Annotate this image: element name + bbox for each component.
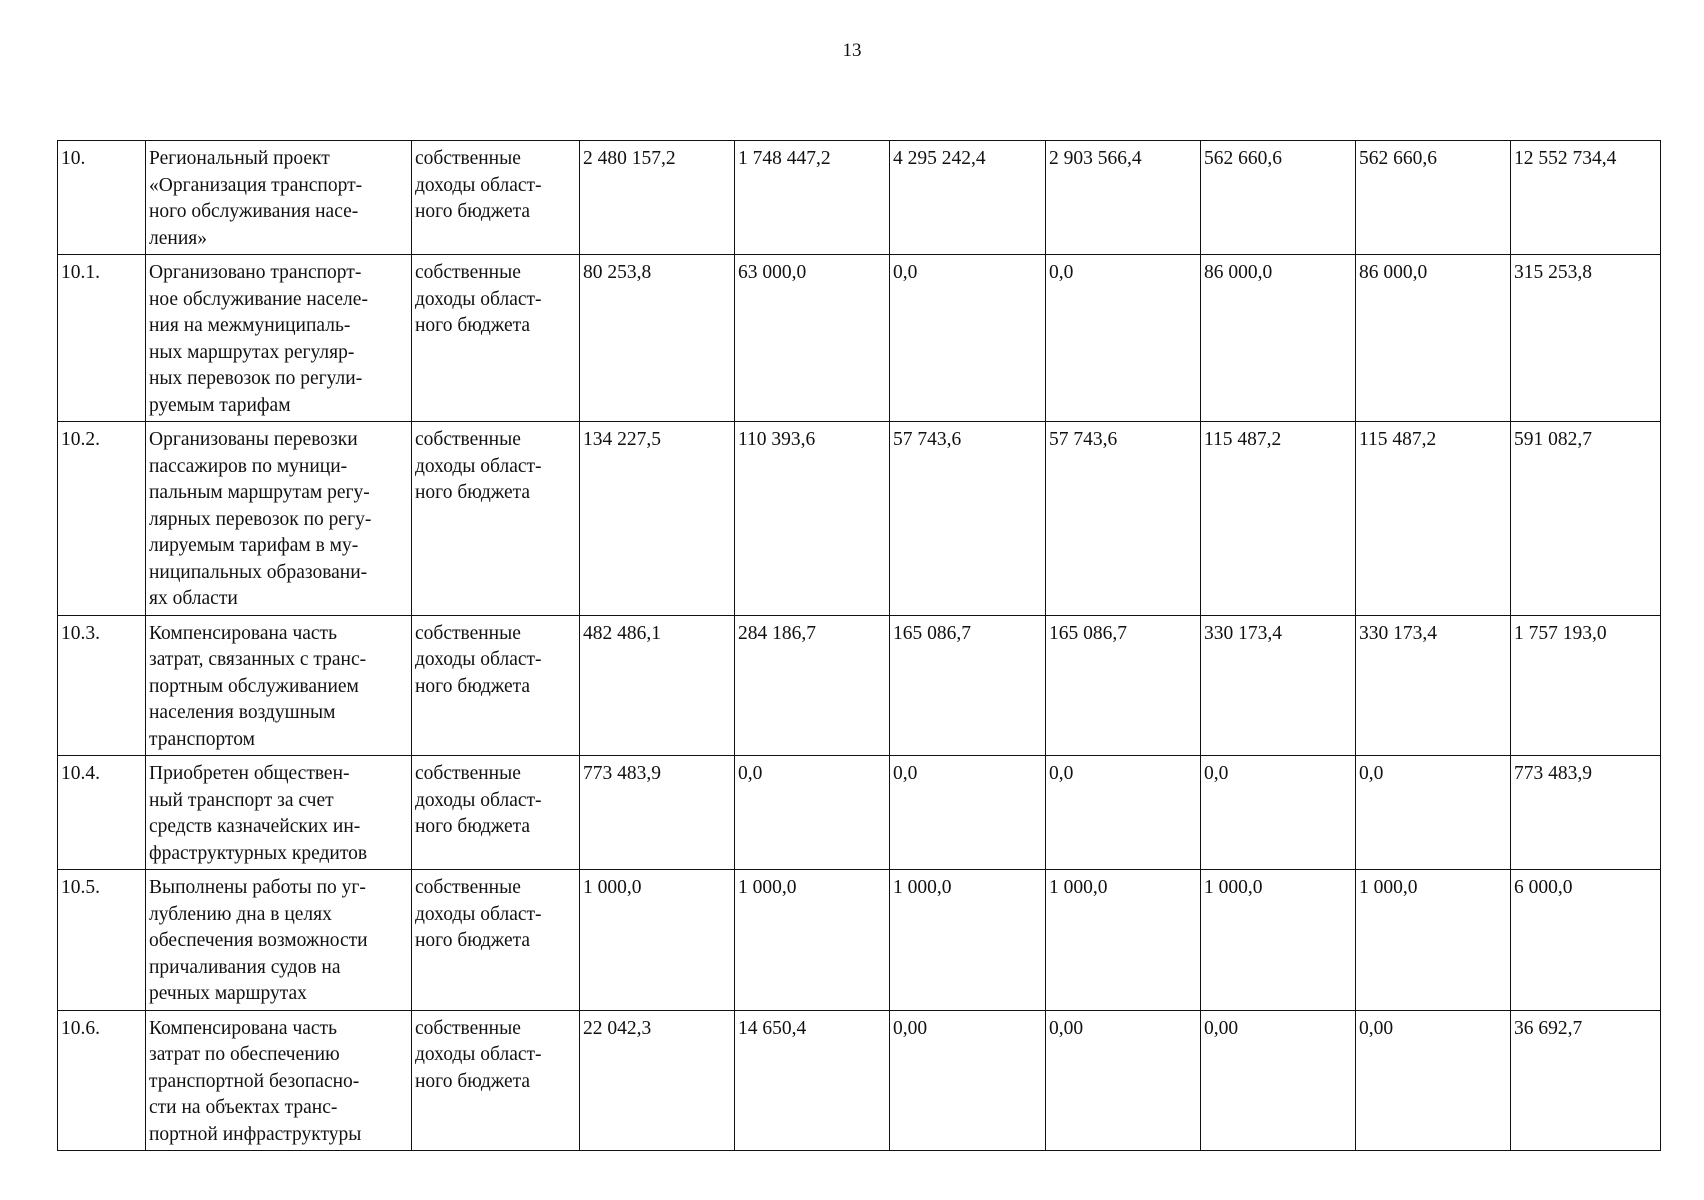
year-value-cell: 2 903 566,4: [1046, 141, 1201, 255]
year-value-cell: 165 086,7: [1046, 615, 1201, 756]
row-number: 10.2.: [58, 422, 146, 616]
year-value-cell: 63 000,0: [735, 255, 890, 422]
measure-name-line: транспортом: [149, 728, 255, 750]
measure-name-line: лярных перевозок по регу-: [149, 508, 372, 530]
measure-name-line: Компенсирована часть: [149, 622, 337, 644]
measure-name-line: пассажиров по муници-: [149, 455, 348, 477]
year-value-cell: 115 487,2: [1356, 422, 1511, 616]
measure-name-cell: [146, 422, 412, 616]
row-number: 10.5.: [58, 870, 146, 1011]
year-value-cell: 57 743,6: [1046, 422, 1201, 616]
funding-source-line: ного бюджета: [415, 930, 531, 951]
measure-name-line: портным обслуживанием: [149, 675, 359, 697]
measure-name-line: затрат, связанных с транс-: [149, 649, 367, 670]
funding-source-line: доходы област-: [415, 649, 542, 670]
measure-name-line: ях области: [149, 588, 238, 609]
funding-source-cell: [412, 870, 580, 1011]
funding-source-line: собственные: [415, 429, 521, 450]
page-number: 13: [842, 40, 862, 61]
total-value-cell: 591 082,7: [1511, 422, 1661, 616]
table-row: [58, 870, 1661, 1011]
measure-name-line: ный транспорт за счет: [149, 789, 334, 811]
measure-name-line: ных перевозок по регули-: [149, 368, 363, 389]
year-value-cell: 115 487,2: [1201, 422, 1356, 616]
measure-name-cell: [146, 255, 412, 422]
year-value-cell: 330 173,4: [1356, 615, 1511, 756]
total-value-cell: 12 552 734,4: [1511, 141, 1661, 255]
funding-source-cell: [412, 141, 580, 255]
measure-name-line: средств казначейских ин-: [149, 816, 361, 837]
funding-source-line: собственные: [415, 877, 521, 898]
measure-name-line: Организовано транспорт-: [149, 262, 362, 283]
funding-source-line: доходы област-: [415, 903, 542, 925]
measure-name-line: Организованы перевозки: [149, 429, 358, 450]
measure-name-line: лируемым тарифам в му-: [149, 535, 359, 556]
funding-source-line: ного бюджета: [415, 201, 531, 222]
year-value-cell: 1 000,0: [1356, 870, 1511, 1011]
measure-name-line: Региональный проект: [149, 148, 330, 169]
year-value-cell: 1 748 447,2: [735, 141, 890, 255]
table-row: [58, 1010, 1661, 1151]
funding-source-line: собственные: [415, 1017, 521, 1039]
funding-source-line: собственные: [415, 622, 521, 644]
budget-table-body: [58, 141, 1661, 1151]
measure-name-line: пальным маршрутам регу-: [149, 482, 370, 503]
funding-source-line: ного бюджета: [415, 675, 531, 697]
measure-name-line: ления»: [149, 227, 207, 249]
measure-name-line: фраструктурных кредитов: [149, 842, 368, 864]
measure-name-line: Выполнены работы по уг-: [149, 877, 366, 898]
year-value-cell: 4 295 242,4: [890, 141, 1046, 255]
year-value-cell: 0,0: [1356, 756, 1511, 870]
measure-name-line: руемым тарифам: [149, 394, 291, 416]
funding-source-line: ного бюджета: [415, 816, 531, 837]
measure-name-line: Компенсирована часть: [149, 1017, 337, 1039]
year-value-cell: 330 173,4: [1201, 615, 1356, 756]
measure-name-cell: [146, 870, 412, 1011]
total-value-cell: 6 000,0: [1511, 870, 1661, 1011]
measure-name-line: лублению дна в целях: [149, 903, 332, 925]
year-value-cell: 0,0: [890, 756, 1046, 870]
measure-name-line: ниципальных образовани-: [149, 561, 368, 583]
measure-name-line: речных маршрутах: [149, 983, 307, 1004]
measure-name-cell: [146, 615, 412, 756]
measure-name-line: ных маршрутах регуляр-: [149, 341, 355, 363]
table-row: [58, 422, 1661, 616]
measure-name-line: «Организация транспорт-: [149, 174, 363, 196]
funding-source-cell: [412, 255, 580, 422]
year-value-cell: 86 000,0: [1356, 255, 1511, 422]
year-value-cell: 0,00: [890, 1010, 1046, 1151]
funding-source-cell: [412, 756, 580, 870]
measure-name-line: портной инфраструктуры: [149, 1123, 362, 1145]
measure-name-cell: [146, 141, 412, 255]
measure-name-line: затрат по обеспечению: [149, 1044, 340, 1065]
measure-name-line: Приобретен обществен-: [149, 763, 350, 784]
funding-source-cell: [412, 615, 580, 756]
year-value-cell: 80 253,8: [580, 255, 735, 422]
measure-name-line: ного обслуживания насе-: [149, 201, 359, 222]
funding-source-line: доходы област-: [415, 455, 542, 477]
year-value-cell: 86 000,0: [1201, 255, 1356, 422]
year-value-cell: 562 660,6: [1201, 141, 1356, 255]
measure-name-line: ния на межмуниципаль-: [149, 315, 351, 336]
total-value-cell: 315 253,8: [1511, 255, 1661, 422]
year-value-cell: 134 227,5: [580, 422, 735, 616]
year-value-cell: 165 086,7: [890, 615, 1046, 756]
year-value-cell: 1 000,0: [890, 870, 1046, 1011]
table-row: [58, 255, 1661, 422]
row-number: 10.3.: [58, 615, 146, 756]
funding-source-cell: [412, 422, 580, 616]
year-value-cell: 1 000,0: [735, 870, 890, 1011]
funding-source-line: собственные: [415, 763, 521, 784]
year-value-cell: 110 393,6: [735, 422, 890, 616]
year-value-cell: 57 743,6: [890, 422, 1046, 616]
funding-source-line: доходы област-: [415, 174, 542, 196]
total-value-cell: 1 757 193,0: [1511, 615, 1661, 756]
funding-source-line: доходы област-: [415, 1044, 542, 1065]
year-value-cell: 0,00: [1201, 1010, 1356, 1151]
measure-name-line: транспортной безопасно-: [149, 1070, 360, 1092]
measure-name-line: сти на объектах транс-: [149, 1097, 338, 1118]
funding-source-line: доходы област-: [415, 789, 542, 811]
measure-name-line: причаливания судов на: [149, 956, 341, 978]
table-row: [58, 141, 1661, 255]
measure-name-cell: [146, 1010, 412, 1151]
funding-source-line: собственные: [415, 148, 521, 169]
measure-name-line: населения воздушным: [149, 702, 336, 723]
table-row: [58, 615, 1661, 756]
measure-name-line: ное обслуживание населе-: [149, 288, 368, 310]
table-row: [58, 756, 1661, 870]
funding-source-line: ного бюджета: [415, 482, 531, 503]
funding-source-line: доходы област-: [415, 288, 542, 310]
year-value-cell: 1 000,0: [1201, 870, 1356, 1011]
year-value-cell: 0,00: [1356, 1010, 1511, 1151]
year-value-cell: 562 660,6: [1356, 141, 1511, 255]
row-number: 10.: [58, 141, 146, 255]
year-value-cell: 773 483,9: [580, 756, 735, 870]
total-value-cell: 773 483,9: [1511, 756, 1661, 870]
year-value-cell: 0,0: [1046, 255, 1201, 422]
funding-source-line: ного бюджета: [415, 315, 531, 336]
total-value-cell: 36 692,7: [1511, 1010, 1661, 1151]
year-value-cell: 0,0: [1201, 756, 1356, 870]
year-value-cell: 482 486,1: [580, 615, 735, 756]
year-value-cell: 0,0: [890, 255, 1046, 422]
budget-table: [57, 140, 1661, 1151]
year-value-cell: 2 480 157,2: [580, 141, 735, 255]
year-value-cell: 14 650,4: [735, 1010, 890, 1151]
measure-name-cell: [146, 756, 412, 870]
row-number: 10.6.: [58, 1010, 146, 1151]
funding-source-line: ного бюджета: [415, 1070, 531, 1092]
year-value-cell: 0,0: [1046, 756, 1201, 870]
year-value-cell: 1 000,0: [1046, 870, 1201, 1011]
year-value-cell: 0,0: [735, 756, 890, 870]
measure-name-line: обеспечения возможности: [149, 930, 368, 951]
funding-source-line: собственные: [415, 262, 521, 283]
year-value-cell: 0,00: [1046, 1010, 1201, 1151]
year-value-cell: 22 042,3: [580, 1010, 735, 1151]
row-number: 10.4.: [58, 756, 146, 870]
year-value-cell: 284 186,7: [735, 615, 890, 756]
year-value-cell: 1 000,0: [580, 870, 735, 1011]
funding-source-cell: [412, 1010, 580, 1151]
row-number: 10.1.: [58, 255, 146, 422]
